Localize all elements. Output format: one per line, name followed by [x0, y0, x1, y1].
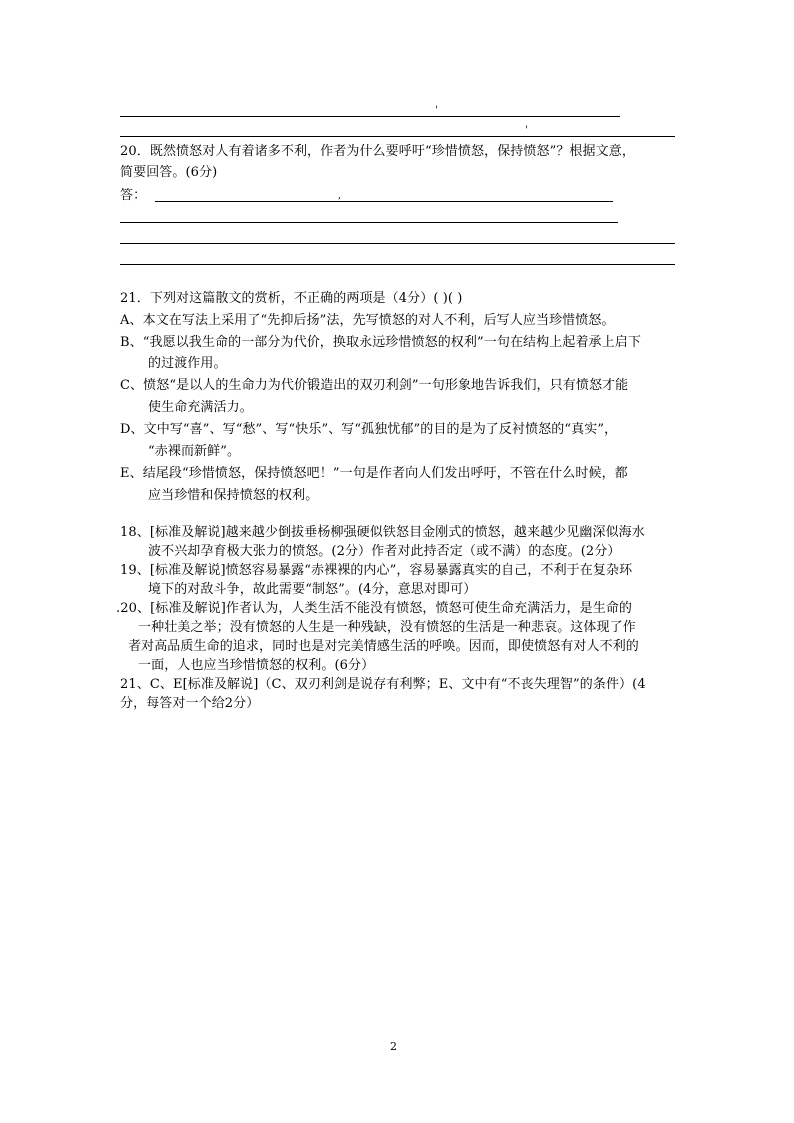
line-mark: ': [525, 125, 528, 136]
q21-option-c: C、愤怒“是以人的生命力为代价锻造出的双刃利剑”一句形象地告诉我们，只有愤怒才能: [120, 378, 629, 393]
answer-20: .20、[标准及解说]作者认为，人类生活不能没有愤怒，愤怒可使生命充满活力，是生命的: [116, 601, 633, 616]
q21-option-e: E、结尾段“珍惜愤怒，保持愤怒吧！”一句是作者向人们发出呼吁，不管在什么时候，都: [120, 466, 628, 481]
answer-19-cont: 境下的对敌斗争，故此需要“制怒”。(4分，意思对即可）: [148, 582, 477, 597]
line-mark: ': [435, 105, 438, 116]
q21-stem: 21．下列对这篇散文的赏析，不正确的两项是（4分）( )( ): [120, 291, 463, 306]
answer-18: 18、[标准及解说]越来越少倒拔垂杨柳强硬似铁怒目金刚式的愤怒，越来越少见幽深似海水: [120, 525, 645, 540]
q20-text-line-1: 20．既然愤怒对人有着诸多不利，作者为什么要呼吁“珍惜愤怒，保持愤怒”？根据文意，: [120, 144, 635, 159]
answer-21: 21、C、E[标准及解说]（C、双刃利剑是说存有利弊；E、文中有“不丧失理智”的条件）(4: [120, 677, 646, 692]
answer-19: 19、[标准及解说]愤怒容易暴露“赤裸裸的内心”，容易暴露真实的自己，不利于在复杂环: [120, 563, 633, 578]
answer-line[interactable]: [120, 264, 675, 265]
q21-option-b: B、“我愿以我生命的一部分为代价，换取永远珍惜愤怒的权利”一句在结构上起着承上启下: [120, 335, 641, 350]
answer-line[interactable]: [155, 201, 613, 202]
q20-text-line-2: 简要回答。(6分): [120, 165, 218, 180]
answer-20-cont-2: 者对高品质生命的追求，同时也是对完美情感生活的呼唤。因而，即使愤怒有对人不利的: [128, 639, 639, 654]
q21-option-c-cont: 使生命充满活力。: [148, 400, 253, 415]
answer-line: [120, 116, 620, 117]
q20-answer-label: 答：: [120, 188, 147, 203]
q21-option-e-cont: 应当珍惜和保持愤怒的权利。: [148, 488, 319, 503]
answer-20-cont-1: 一种壮美之举；没有愤怒的人生是一种残缺，没有愤怒的生活是一种悲哀。这体现了作: [138, 620, 636, 635]
answer-21-cont: 分，每答对一个给2分）: [120, 696, 260, 711]
answer-line[interactable]: [120, 243, 675, 244]
q21-option-a: A、本文在写法上采用了“先抑后扬”法，先写愤怒的对人不利，后写人应当珍惜愤怒。: [120, 313, 615, 328]
answer-line[interactable]: [120, 222, 618, 223]
answer-20-cont-3: 一面，人也应当珍惜愤怒的权利。(6分）: [138, 658, 375, 673]
q21-option-d-cont: “赤裸而新鲜”。: [148, 444, 241, 459]
answer-18-cont: 波不兴却孕育极大张力的愤怒。(2分）作者对此持否定（或不满）的态度。(2分）: [148, 544, 621, 559]
q21-option-d: D、文中写“喜”、写“愁”、写“快乐”、写“孤独忧郁”的目的是为了反衬愤怒的“真实”，: [120, 422, 618, 437]
q21-option-b-cont: 的过渡作用。: [148, 356, 227, 371]
line-mark: ,: [338, 190, 342, 201]
page-number: 2: [390, 1040, 397, 1053]
answer-line: [120, 136, 675, 137]
